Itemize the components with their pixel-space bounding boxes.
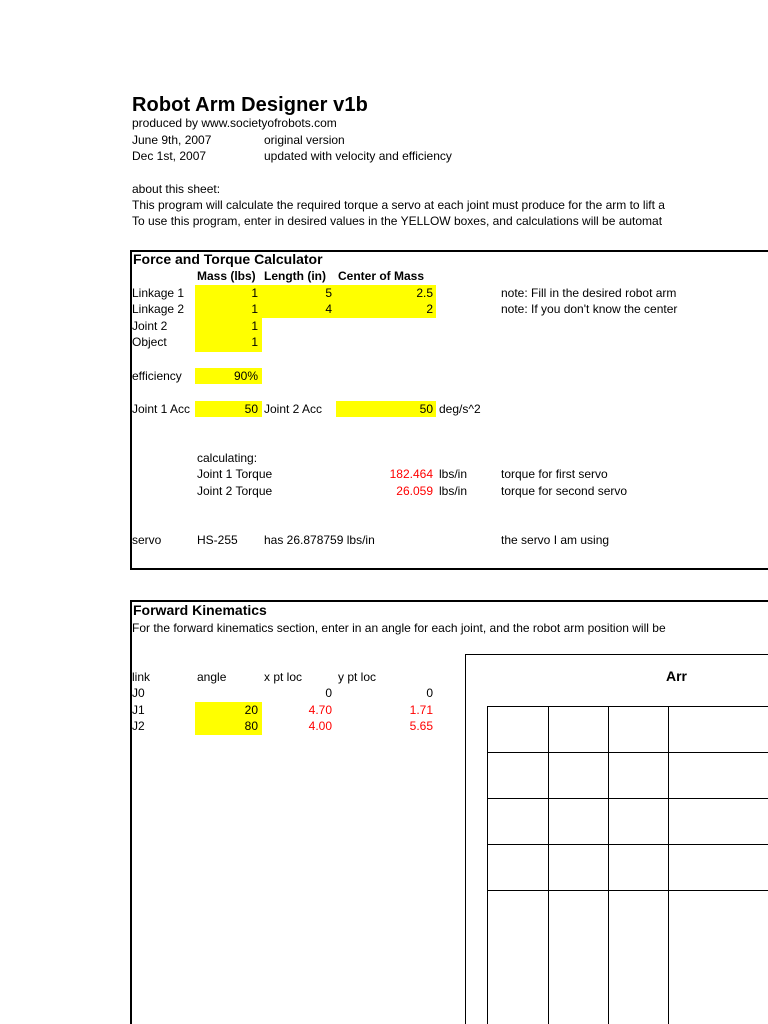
fk-j0-x: 0: [325, 686, 332, 700]
fk-link-j2: J2: [132, 719, 145, 733]
fk-col-angle: angle: [197, 670, 227, 684]
joint2-torque-note: torque for second servo: [501, 484, 628, 498]
calculating-label: calculating:: [197, 451, 258, 465]
version-date-2: Dec 1st, 2007: [132, 149, 207, 163]
fk-j2-angle[interactable]: 80: [244, 719, 258, 733]
chart-gridline-horizontal: [488, 752, 768, 753]
acc-unit: deg/s^2: [439, 402, 481, 416]
joint1-torque-value: 182.464: [389, 467, 433, 481]
linkage2-com[interactable]: 2: [426, 302, 433, 316]
joint1-acc-label: Joint 1 Acc: [132, 402, 191, 416]
note-2: note: If you don't know the center: [501, 302, 678, 316]
efficiency-value[interactable]: 90%: [233, 369, 258, 383]
arm-chart-title: Arr: [666, 668, 688, 684]
object-mass[interactable]: 1: [251, 335, 258, 349]
sheet-title: Robot Arm Designer v1b: [132, 94, 368, 116]
joint2-torque-label: Joint 2 Torque: [197, 484, 273, 498]
col-header-com: Center of Mass: [338, 269, 425, 283]
servo-label: servo: [132, 533, 162, 547]
fk-col-x: x pt loc: [264, 670, 303, 684]
arm-chart-plot-area: [487, 706, 768, 1024]
fk-j1-y: 1.71: [409, 703, 433, 717]
fk-j2-x: 4.00: [308, 719, 332, 733]
efficiency-label: efficiency: [132, 369, 182, 383]
joint2-mass[interactable]: 1: [251, 319, 258, 333]
fk-link-j1: J1: [132, 703, 145, 717]
row-label-linkage1: Linkage 1: [132, 286, 185, 300]
joint1-torque-unit: lbs/in: [439, 467, 468, 481]
about-label: about this sheet:: [132, 182, 221, 196]
fk-j1-angle[interactable]: 20: [244, 703, 258, 717]
chart-gridline-vertical: [548, 707, 549, 1024]
force-torque-title: Force and Torque Calculator: [133, 251, 323, 267]
chart-gridline-horizontal: [488, 890, 768, 891]
joint1-torque-label: Joint 1 Torque: [197, 467, 273, 481]
servo-note: the servo I am using: [501, 533, 610, 547]
joint2-acc-value[interactable]: 50: [419, 402, 433, 416]
forward-kinematics-title: Forward Kinematics: [133, 602, 267, 618]
fk-col-link: link: [132, 670, 151, 684]
produced-by-text: produced by www.societyofrobots.com: [132, 116, 337, 130]
linkage1-mass[interactable]: 1: [251, 286, 258, 300]
linkage1-com[interactable]: 2.5: [416, 286, 433, 300]
fk-link-j0: J0: [132, 686, 145, 700]
about-line-1: This program will calculate the required torque a servo at each joint must produce for the arm to lift a: [132, 198, 665, 212]
version-note-1: original version: [264, 133, 345, 147]
chart-gridline-vertical: [608, 707, 609, 1024]
version-note-2: updated with velocity and efficiency: [264, 149, 452, 163]
row-label-joint2: Joint 2: [132, 319, 168, 333]
linkage2-mass[interactable]: 1: [251, 302, 258, 316]
note-1: note: Fill in the desired robot arm: [501, 286, 677, 300]
row-label-linkage2: Linkage 2: [132, 302, 185, 316]
chart-gridline-horizontal: [488, 798, 768, 799]
col-header-mass: Mass (lbs): [197, 269, 256, 283]
about-line-2: To use this program, enter in desired values in the YELLOW boxes, and calculations will be automat: [132, 214, 663, 228]
fk-col-y: y pt loc: [338, 670, 377, 684]
fk-j2-y: 5.65: [409, 719, 433, 733]
fk-j1-x: 4.70: [308, 703, 332, 717]
joint2-acc-label: Joint 2 Acc: [264, 402, 323, 416]
fk-j0-y: 0: [426, 686, 433, 700]
joint1-acc-value[interactable]: 50: [244, 402, 258, 416]
joint2-torque-unit: lbs/in: [439, 484, 468, 498]
version-date-1: June 9th, 2007: [132, 133, 212, 147]
joint2-torque-value: 26.059: [396, 484, 433, 498]
chart-gridline-horizontal: [488, 844, 768, 845]
servo-model: HS-255: [197, 533, 238, 547]
chart-gridline-vertical: [668, 707, 669, 1024]
servo-spec: has 26.878759 lbs/in: [264, 533, 375, 547]
col-header-length: Length (in): [264, 269, 326, 283]
row-label-object: Object: [132, 335, 167, 349]
forward-kinematics-description: For the forward kinematics section, enter in an angle for each joint, and the robot arm position will be: [132, 621, 666, 635]
joint1-torque-note: torque for first servo: [501, 467, 608, 481]
linkage2-length[interactable]: 4: [325, 302, 332, 316]
linkage1-length[interactable]: 5: [325, 286, 332, 300]
